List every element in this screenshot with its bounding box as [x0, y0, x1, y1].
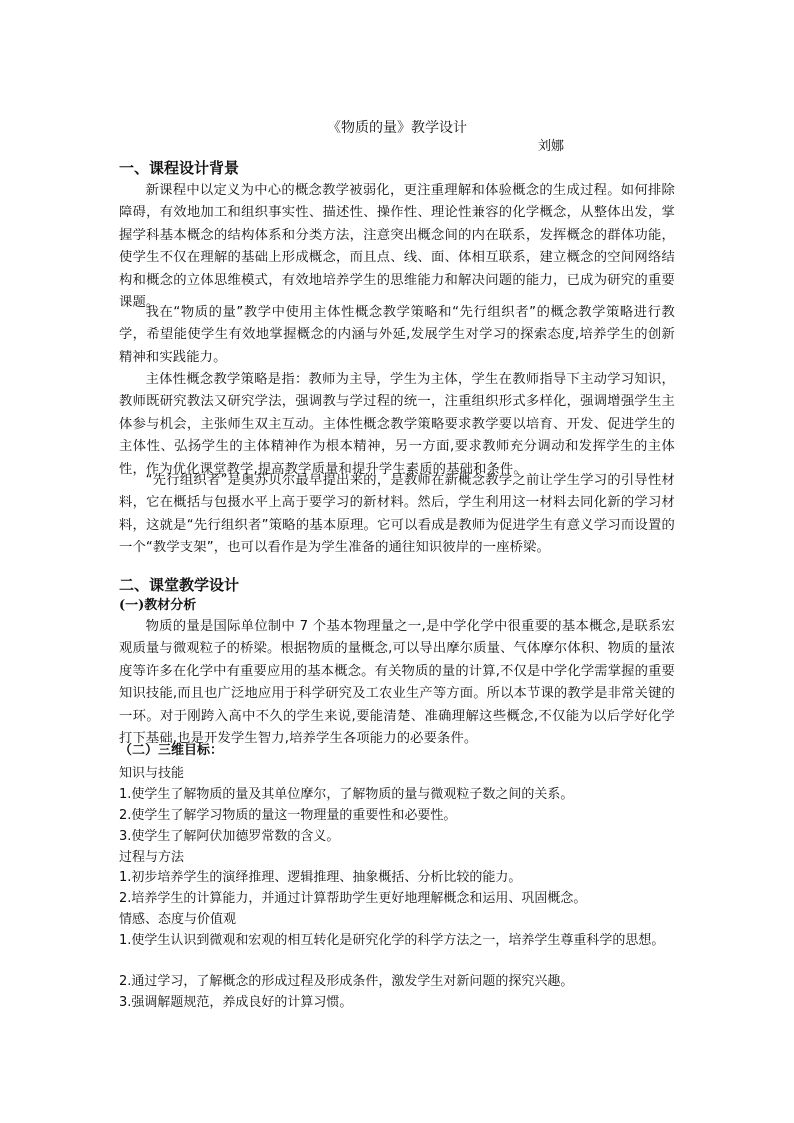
attitude-item-2: 2.通过学习，了解概念的形成过程及形成条件，激发学生对新问题的探究兴趣。	[119, 974, 574, 989]
section-heading-background: 一、课程设计背景	[119, 159, 240, 177]
subheading-objectives: （二）三维目标：	[119, 743, 224, 758]
knowledge-item-2: 2.使学生了解学习物质的量这一物理量的重要性和必要性。	[119, 808, 457, 823]
knowledge-heading: 知识与技能	[119, 766, 185, 781]
paragraph-1: 新课程中以定义为中心的概念教学被弱化，更注重理解和体验概念的生成过程。如何排除障碍，有效地加工和组织事实性、描述性、操作性、理论性兼容的化学概念，从整体出发，掌握学科基本概念的结构体系和分类方法，注意突出概念间的内在联系，发挥概念的群体功能，使学生不仅在理解的基础上形成概念，而且点、线、面、体相互联系，建立概念的空间网络结构和概念的立体思维模式，有效地培养学生的思维能力和解决问题的能力，已成为研究的重要课题。	[119, 183, 675, 311]
attitude-heading: 情感、态度与价值观	[119, 912, 237, 927]
document-title: 《物质的量》教学设计	[327, 120, 467, 136]
process-item-2: 2.培养学生的计算能力，并通过计算帮助学生更好地理解概念和运用、巩固概念。	[119, 891, 587, 906]
process-item-1: 1.初步培养学生的演绎推理、逻辑推理、抽象概括、分析比较的能力。	[119, 870, 522, 885]
paragraph-4: “先行组织者”是奥苏贝尔最早提出来的，是教师在新概念教学之前让学生学习的引导性材料，它在概括与包摄水平上高于要学习的新材料。然后，学生利用这一材料去同化新的学习材料，这就是“先行组织者”策略的基本原理。它可以看成是教师为促进学生有意义学习而设置的一个“教学支架”，也可以看作是为学生准备的通往知识彼岸的一座桥梁。	[119, 473, 675, 556]
knowledge-item-1: 1.使学生了解物质的量及其单位摩尔，了解物质的量与微观粒子数之间的关系。	[119, 787, 574, 802]
paragraph-3: 主体性概念教学策略是指：教师为主导，学生为主体，学生在教师指导下主动学习知识，教师既研究教法又研究学法，强调教与学过程的统一，注重组织形式多样化，强调增强学生主体参与机会，主张师生双主互动。主体性概念教学策略要求教学要以培育、开发、促进学生的主体性、弘扬学生的主体精神作为根本精神，另一方面,要求教师充分调动和发挥学生的主体性，作为优化课堂教学,提高教学质量和提升学生素质的基础和条件。	[119, 372, 675, 477]
subheading-textbook-analysis: (一)教材分析	[119, 598, 197, 613]
paragraph-2: 我在“物质的量”教学中使用主体性概念教学策略和“先行组织者”的概念教学策略进行教学，希望能使学生有效地掌握概念的内涵与外延,发展学生对学习的探索态度,培养学生的创新精神和实践能力。	[119, 305, 675, 365]
section-heading-design: 二、课堂教学设计	[119, 576, 240, 594]
author-name: 刘娜	[538, 139, 565, 154]
attitude-item-1: 1.使学生认识到微观和宏观的相互转化是研究化学的科学方法之一，培养学生尊重科学的思想。	[119, 933, 665, 948]
knowledge-item-3: 3.使学生了解阿伏加德罗常数的含义。	[119, 829, 340, 844]
paragraph-5: 物质的量是国际单位制中 7 个基本物理量之一,是中学化学中很重要的基本概念,是联系宏观质量与微观粒子的桥梁。根据物质的量概念,可以导出摩尔质量、气体摩尔体积、物质的量浓度等许多在化学中有重要应用的基本概念。有关物质的量的计算,不仅是中学化学需掌握的重要知识技能,而且也广泛地应用于科学研究及工农业生产等方面。所以本节课的教学是非常关键的一环。对于刚跨入高中不久的学生来说,要能清楚、准确理解这些概念,不仅能为以后学好化学打下基础,也是开发学生智力,培养学生各项能力的必要条件。	[119, 619, 675, 747]
attitude-item-3: 3.强调解题规范，养成良好的计算习惯。	[119, 995, 353, 1010]
process-heading: 过程与方法	[119, 850, 185, 865]
